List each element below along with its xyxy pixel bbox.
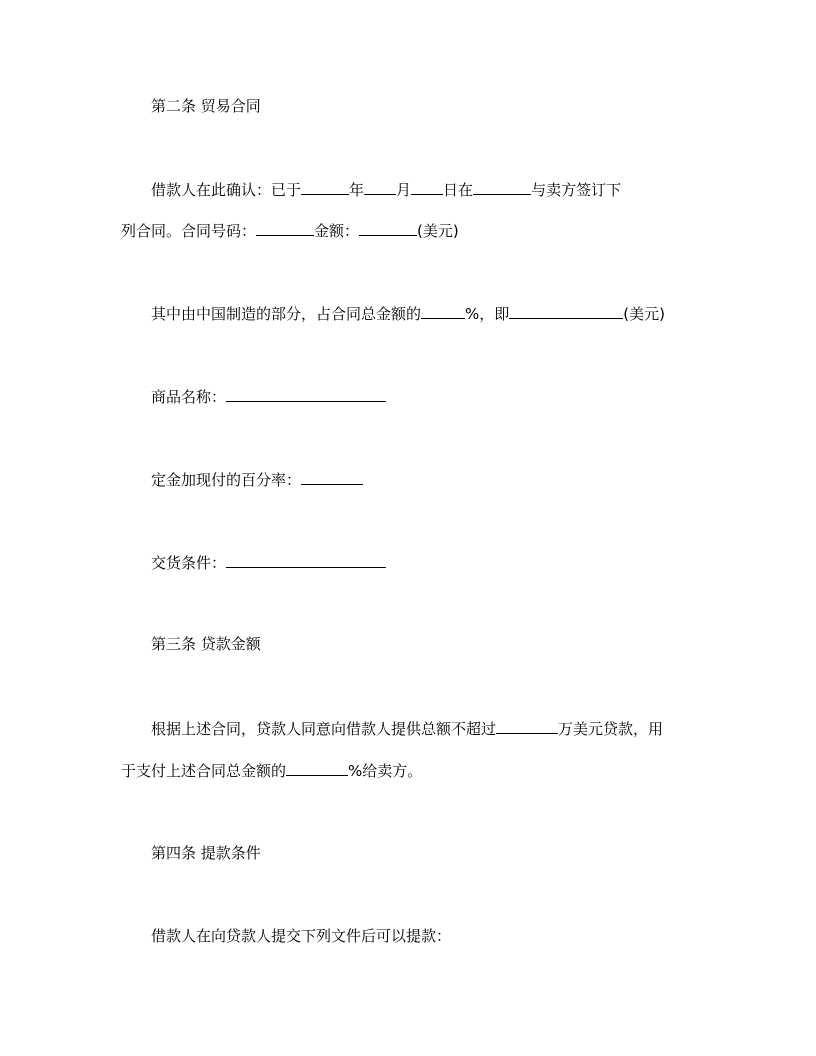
text: (美元) xyxy=(623,305,665,323)
text: 其中由中国制造的部分，占合同总金额的 xyxy=(151,305,422,323)
text: 与卖方签订下 xyxy=(531,181,622,199)
blank-field-goods-name xyxy=(226,386,386,402)
text: 万美元贷款，用 xyxy=(558,720,664,738)
text: %，即 xyxy=(465,305,510,323)
text: 年 xyxy=(349,181,365,199)
blank-field-year xyxy=(301,179,349,195)
text: 交货条件： xyxy=(151,554,227,572)
text: 于支付上述合同总金额的 xyxy=(121,762,287,780)
text: 借款人在此确认：已于 xyxy=(151,181,302,199)
blank-field-month xyxy=(364,179,396,195)
blank-field-delivery xyxy=(226,552,386,568)
text: 商品名称： xyxy=(151,388,227,406)
blank-field-amount xyxy=(359,220,417,236)
blank-field-day xyxy=(411,179,443,195)
article-3-heading-text: 第三条 贷款金额 xyxy=(151,635,261,653)
blank-field-contract-percent xyxy=(286,760,348,776)
article-2-heading-text: 第二条 贸易合同 xyxy=(151,97,261,115)
blank-field-deposit-percent xyxy=(301,469,363,485)
article-4-heading-text: 第四条 提款条件 xyxy=(151,844,261,862)
article-2-heading xyxy=(151,96,261,116)
article-3-heading xyxy=(151,634,261,654)
text: 借款人在向贷款人提交下列文件后可以提款： xyxy=(151,927,452,945)
article-3-line-1 xyxy=(151,718,663,738)
article-2-confirm-line-2 xyxy=(121,220,459,240)
text: (美元) xyxy=(417,222,459,240)
blank-field-place xyxy=(473,179,531,195)
text: 定金加现付的百分率： xyxy=(151,471,302,489)
article-2-china-portion xyxy=(151,303,665,323)
text: %给卖方。 xyxy=(348,762,423,780)
blank-field-percent xyxy=(421,303,465,319)
article-2-goods-name xyxy=(151,386,386,406)
text: 根据上述合同，贷款人同意向借款人提供总额不超过 xyxy=(151,720,497,738)
text: 金额： xyxy=(314,222,360,240)
article-2-delivery-terms xyxy=(151,552,386,572)
article-2-deposit-percent xyxy=(151,469,363,489)
text: 日在 xyxy=(443,181,474,199)
blank-field-loan-amount xyxy=(496,718,558,734)
article-3-line-2 xyxy=(121,760,422,780)
text: 列合同。合同号码： xyxy=(121,222,257,240)
article-4-paragraph xyxy=(151,926,451,946)
article-2-confirm-line-1 xyxy=(151,179,621,199)
blank-field-contract-number xyxy=(256,220,314,236)
text: 月 xyxy=(396,181,412,199)
blank-field-china-amount xyxy=(509,303,623,319)
article-4-heading xyxy=(151,843,261,863)
